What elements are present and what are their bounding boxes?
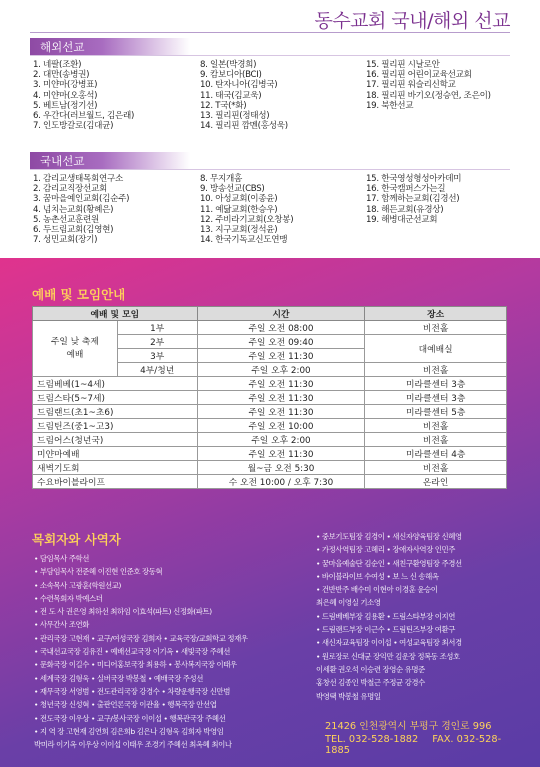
schedule-heading: 예배 및 모임안내: [32, 287, 126, 302]
list-item: 1. 네팔(조환): [33, 60, 82, 70]
staff-line: • 바이블라이브 수여성 • 보 느 신 송해옥: [316, 571, 439, 581]
table-cell: 2부: [117, 335, 197, 349]
domestic-list-1: [33, 174, 129, 245]
list-item: 7. 성민교회(장기): [33, 235, 98, 246]
table-cell: 비전홀: [365, 419, 507, 433]
staff-line: • 드림랜드부장 이근수 • 드림틴즈부장 여환구: [316, 625, 455, 635]
list-item: 7. 인도방갈로(김대균): [33, 121, 114, 132]
list-item: 2. 감리교직장선교회: [33, 184, 108, 195]
staff-line: • 재무국장 서영범 • 전도관리국장 강경수 • 차량운행국장 신만범: [34, 686, 230, 696]
table-cell: 드림어스(청년국): [33, 433, 198, 447]
staff-line: 박미라 이기옥 이우상 이이섭 이태우 조경기 주혜선 최옥혜 최이나: [34, 740, 232, 750]
list-item: 19. 해병대군선교회: [366, 214, 438, 225]
table-cell: 주일 오전 08:00: [197, 321, 365, 335]
overseas-list-1: [33, 60, 134, 131]
staff-list-right: [316, 530, 462, 703]
staff-line: • 부담임목사 전준혜 이진현 인준호 장동혁: [34, 567, 163, 577]
table-cell: 비전홀: [365, 321, 507, 335]
staff-line: • 전 도 사 권은영 최하선 최하임 이효석(파트) 신정화(파트): [34, 607, 212, 617]
staff-line: • 가정사역팀장 고혜리 • 장애자사역장 인민주: [316, 545, 455, 555]
list-item: 3. 미얀마(강병표): [33, 80, 98, 91]
staff-line: • 담임목사 주학선: [34, 554, 90, 563]
table-row: [33, 419, 507, 433]
domestic-divider: [30, 169, 510, 170]
list-item: 4. 넘치는교회(황혜은): [33, 204, 114, 215]
table-cell: 1부: [117, 321, 197, 335]
list-item: 6. 두드림교회(김영현): [33, 224, 114, 235]
list-item: 9. 캄보디아(BCI): [200, 70, 262, 81]
domestic-missions-label: 국내선교: [30, 152, 190, 170]
table-header-row: [33, 307, 507, 321]
staff-line: 홍창선 김종인 박철근 주정균 강경수: [316, 678, 425, 688]
list-item: 13. 필리핀(정태성): [200, 110, 270, 121]
staff-line: • 건반반주 배수미 이현아 이경훈 윤승이: [316, 585, 438, 595]
staff-line: • 꿈마을예술단 김순인 • 새친구환영팀장 주경선: [316, 558, 462, 568]
contact-line: [325, 734, 540, 756]
table-cell: 미라클센터 4층: [365, 447, 507, 461]
overseas-divider: [30, 55, 510, 56]
table-cell: 수요바이블라이프: [33, 475, 198, 489]
list-item: 3. 꿈마을예인교회(김순주): [33, 194, 130, 205]
title-divider: [30, 32, 510, 33]
staff-line: 박영택 박봉철 유명일: [316, 691, 381, 701]
staff-line: • 문화국장 이길수 • 미디어홍보국장 최용하 • 봉사복지국장 이태우: [34, 660, 237, 670]
overseas-list-3: [366, 60, 491, 111]
table-row: [33, 447, 507, 461]
table-cell: 대예배실: [365, 335, 507, 363]
list-item: 11. 예닮교회(한승우): [200, 204, 278, 215]
table-cell: 미라클센터 5층: [365, 405, 507, 419]
staff-line: 최은혜 이영실 기소영: [316, 598, 381, 608]
table-cell: 주일 오전 11:30: [197, 405, 365, 419]
table-row: [33, 475, 507, 489]
page-title: 동수교회 국내/해외 선교: [314, 10, 510, 32]
staff-line: • 지 역 장 고현재 김연희 김은희b 김은나 김형욱 김희자 박영임: [34, 726, 224, 736]
staff-line: • 수련목회자 박예스더: [34, 593, 103, 603]
list-item: 5. 농촌선교훈련원: [33, 214, 100, 225]
table-cell: 드림스타(5~7세): [33, 391, 198, 405]
table-cell: 주일 오후 2:00: [197, 363, 365, 377]
table-cell: 주일 오전 11:30: [197, 349, 365, 363]
overseas-missions-label: 해외선교: [30, 38, 190, 56]
table-row: [33, 461, 507, 475]
staff-line: 이세환 권오석 이승련 장영순 유명준: [316, 664, 425, 674]
sunday-service-group: 주일 낮 축제 예배: [33, 321, 118, 377]
overseas-list-2: [200, 60, 288, 131]
table-cell: 월~금 오전 5:30: [197, 461, 365, 475]
staff-line: • 새신자교육팀장 이이섭 • 여성교육팀장 최서경: [316, 638, 462, 648]
phone-number: TEL. 032-528-1882: [325, 734, 419, 745]
table-cell: 수 오전 10:00 / 오후 7:30: [197, 475, 365, 489]
list-item: 4. 미얀마(오홍석): [33, 90, 98, 101]
list-item: 8. 일본(박경희): [200, 60, 257, 70]
list-item: 18. 필리핀 바기오(정승연, 조은이): [366, 90, 491, 101]
list-item: 15. 필리핀 시날로안: [366, 60, 440, 70]
staff-line: • 사무간사 조연화: [34, 620, 90, 630]
table-cell: 비전홀: [365, 461, 507, 475]
list-item: 5. 베트남(정기선): [33, 100, 98, 111]
staff-heading: 목회자와 사역자: [32, 532, 121, 547]
list-item: 14. 필리핀 깜멘(홍성욱): [200, 121, 288, 132]
staff-line: • 관리국장 고현재 • 교구/여성국장 김희자 • 교육국장/교회학교 정재우: [34, 633, 248, 643]
column-header: 예배 및 모임: [33, 307, 198, 321]
table-cell: 주일 오전 11:30: [197, 391, 365, 405]
list-item: 6. 우간다(러브월드, 김은래): [33, 110, 135, 121]
list-item: 12. T국(*화): [200, 100, 247, 111]
table-cell: 미얀마예배: [33, 447, 198, 461]
table-row: [33, 377, 507, 391]
table-row: [33, 433, 507, 447]
list-item: 11. 태국(김교욱): [200, 90, 262, 101]
list-item: 1. 감리교생태목회연구소: [33, 174, 124, 184]
table-cell: 드림랜드(초1~초6): [33, 405, 198, 419]
list-item: 9. 방송선교(CBS): [200, 184, 265, 195]
staff-line: • 전도국장 이우상 • 교구/봉사국장 이이섭 • 행복관국장 주혜선: [34, 713, 226, 723]
column-header: 시간: [197, 307, 365, 321]
table-cell: 비전홀: [365, 433, 507, 447]
table-row: [33, 405, 507, 419]
staff-line: • 소속목사 고광훈(학원선교): [34, 580, 121, 590]
list-item: 10. 아성교회(이종윤): [200, 194, 278, 205]
table-cell: 드림베베(1~4세): [33, 377, 198, 391]
fax-number: FAX. 032-528-1885: [325, 734, 502, 756]
table-cell: 주일 오전 11:30: [197, 377, 365, 391]
list-item: 10. 탄자니아(김병국): [200, 80, 278, 91]
staff-line: • 드림베베부장 김용환 • 드림스타부장 이지연: [316, 611, 455, 621]
list-item: 17. 함께하는교회(김경선): [366, 194, 460, 205]
table-cell: 3부: [117, 349, 197, 363]
list-item: 15. 한국영성형성아카데미: [366, 174, 462, 184]
schedule-table: [32, 306, 507, 489]
table-cell: 주일 오전 10:00: [197, 419, 365, 433]
list-item: 14. 한국기독교신도연맹: [200, 235, 288, 246]
staff-list-left: [34, 552, 248, 751]
list-item: 18. 해든교회(유경상): [366, 204, 444, 215]
list-item: 16. 필리핀 어린이교육선교회: [366, 70, 472, 81]
table-cell: 미라클센터 3층: [365, 377, 507, 391]
table-cell: 주일 오후 2:00: [197, 433, 365, 447]
list-item: 16. 한국캠퍼스가는길: [366, 184, 446, 195]
list-item: 17. 필리핀 워슬리신학교: [366, 80, 456, 91]
list-item: 2. 대만(송병권): [33, 70, 90, 81]
list-item: 13. 지구교회(정석윤): [200, 224, 278, 235]
list-item: 19. 북한선교: [366, 100, 414, 111]
staff-line: • 국내선교국장 김유진 • 예배선교국장 이기옥 • 새빛국장 주혜선: [34, 647, 230, 657]
table-cell: 온라인: [365, 475, 507, 489]
column-header: 장소: [365, 307, 507, 321]
table-cell: 드림틴즈(중1~고3): [33, 419, 198, 433]
table-cell: 4부/청년: [117, 363, 197, 377]
list-item: 12. 주비라기교회(오창봉): [200, 214, 294, 225]
table-cell: 주일 오전 09:40: [197, 335, 365, 349]
staff-line: • 청년국장 신성혁 • 출판언론국장 이관율 • 행복국장 안선엽: [34, 700, 217, 710]
table-row: [33, 321, 507, 335]
domestic-list-3: [366, 174, 461, 225]
staff-line: • 원로장로 신대균 장익만 김운장 정복동 조성호: [316, 651, 460, 661]
church-address: 21426 인천광역시 부평구 경인로 996: [325, 721, 492, 732]
staff-line: • 세계국장 김형욱 • 실버국장 박봉철 • 예배국장 주성선: [34, 673, 204, 683]
table-row: [33, 391, 507, 405]
staff-line: • 중보기도팀장 김경이 • 새신자양육팀장 신혜영: [316, 532, 462, 541]
table-cell: 새벽기도회: [33, 461, 198, 475]
table-cell: 미라클센터 3층: [365, 391, 507, 405]
table-cell: 비전홀: [365, 363, 507, 377]
domestic-list-2: [200, 174, 293, 245]
table-cell: 주일 오전 11:30: [197, 447, 365, 461]
list-item: 8. 무지개홈: [200, 174, 243, 184]
